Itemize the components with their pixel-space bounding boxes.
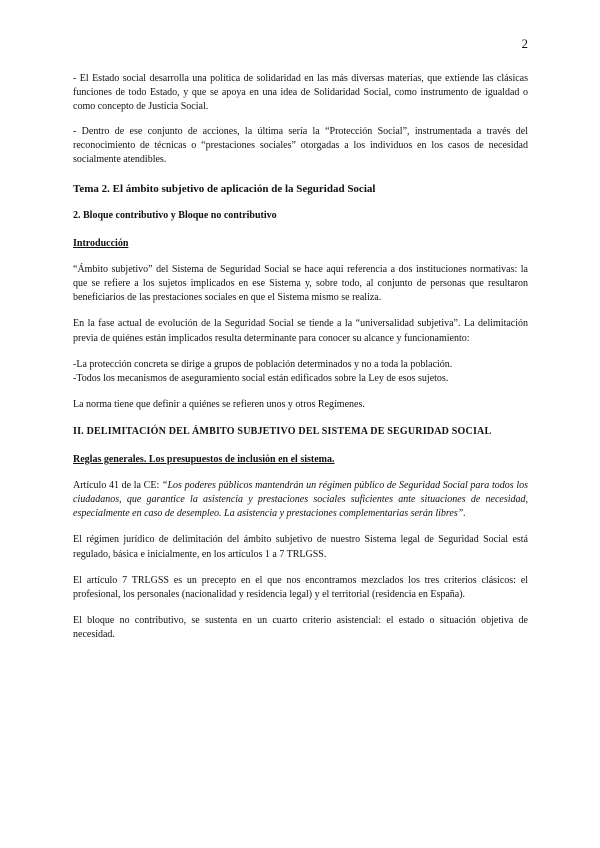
heading-tema-2: Tema 2. El ámbito subjetivo de aplicación de la Seguridad Social [73, 183, 376, 196]
articulo-41-prefix: Artículo 41 de la CE: [73, 479, 162, 491]
paragraph-ambito-subjetivo: “Ámbito subjetivo” del Sistema de Seguridad Social se hace aquí referencia a dos instituciones normativas: la que se refiere a los sujetos implicados en ese Sistema y, sobre todo, al conjunto de personas que resultaron beneficiarios de las prestaciones sociales en que el Sistema mismo se realiza. [73, 263, 528, 304]
paragraph-estado-social: - El Estado social desarrolla una política de solidaridad en las más diversas materias, que extiende las clásicas funciones de todo Estado, y que se apoya en una idea de Solidaridad Social, como instrumento de igualdad o como concepto de Justicia Social. [73, 73, 528, 113]
list-item-proteccion: -La protección concreta se dirige a grupos de población determinados y no a toda la población. [73, 358, 453, 370]
paragraph-universalidad: En la fase actual de evolución de la Seguridad Social se tiende a la “universalidad subjetiva”. La delimitación previa de quiénes están implicados resulta determinante para conocer su alcance y funcionamiento: [73, 318, 528, 344]
paragraph-articulo-7: El artículo 7 TRLGSS es un precepto en el que nos encontramos mezclados los tres criterios clásicos: el profesional, los personales (nacionalidad y residencia legal) y el territorial (residencia en España). [73, 574, 528, 601]
page-content [73, 72, 528, 643]
paragraph-proteccion-social: - Dentro de ese conjunto de acciones, la última sería la “Protección Social”, instrumentada a través del reconocimiento de técnicas o “prestaciones sociales” otorgadas a los individuos en los casos de necesidad socialmente atendibles. [73, 125, 528, 166]
articulo-41-quote: “Los poderes públicos mantendrán un régimen público de Seguridad Social para todos los ciudadanos, que garantice la asistencia y prestaciones sociales suficientes ante situaciones de necesidad, especialmente en caso de desempleo. La asistencia y prestaciones complementarias serán libres”. [73, 479, 528, 520]
heading-bloque: 2. Bloque contributivo y Bloque no contributivo [73, 210, 277, 222]
paragraph-articulo-41 [73, 479, 528, 522]
page-number: 2 [521, 36, 528, 51]
heading-reglas-generales: Reglas generales. Los presupuestos de inclusión en el sistema. [73, 453, 335, 465]
paragraph-norma: La norma tiene que definir a quiénes se refieren unos y otros Regímenes. [73, 399, 365, 411]
paragraph-bloque-no-contributivo: El bloque no contributivo, se sustenta en un cuarto criterio asistencial: el estado o situación objetiva de necesidad. [73, 615, 528, 641]
heading-introduccion: Introducción [73, 237, 129, 249]
paragraph-regimen-juridico: El régimen jurídico de delimitación del ámbito subjetivo de nuestro Sistema legal de Seguridad Social está regulado, básica e inicialmente, en los artículos 1 a 7 TRLGSS. [73, 534, 528, 560]
heading-delimitacion: II. DELIMITACIÓN DEL ÁMBITO SUBJETIVO DEL SISTEMA DE SEGURIDAD SOCIAL [73, 426, 492, 438]
list-item-mecanismos: -Todos los mecanismos de aseguramiento social están edificados sobre la Ley de esos sujetos. [73, 373, 449, 385]
